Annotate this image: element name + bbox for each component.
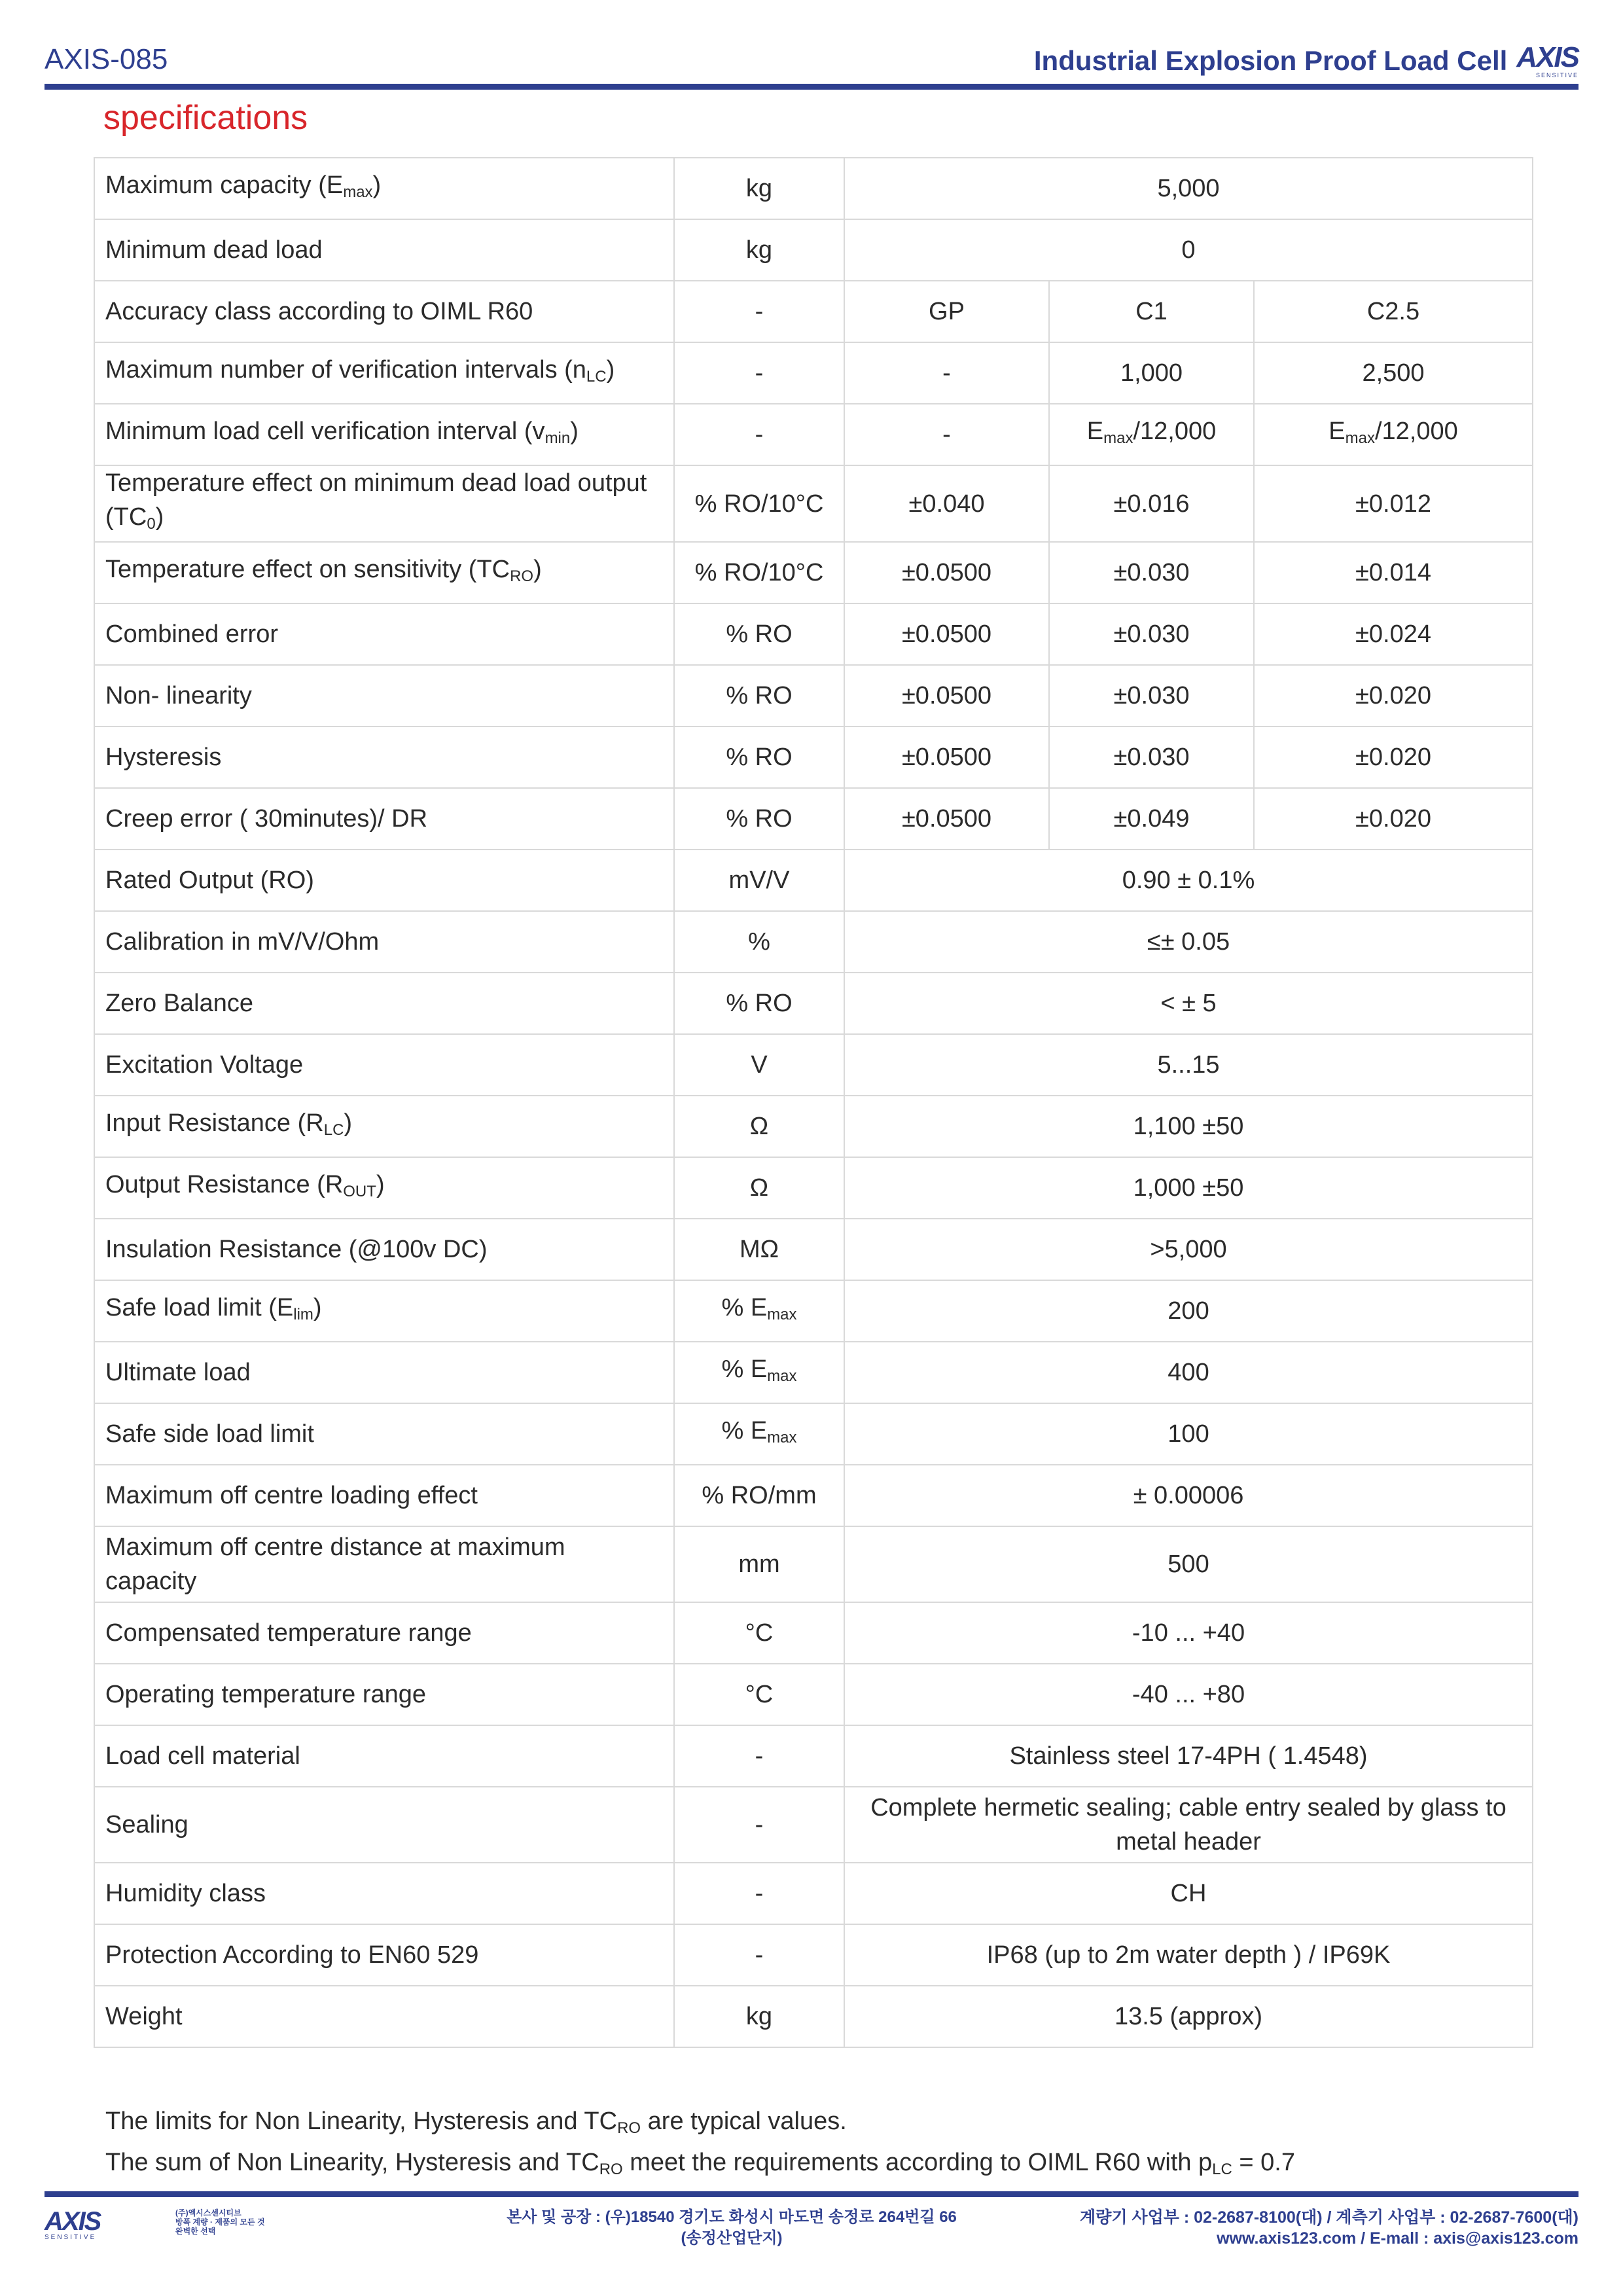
spec-row: [94, 1725, 1533, 1787]
spec-unit: Ω: [674, 1096, 844, 1157]
spec-unit: -: [674, 1924, 844, 1986]
spec-label: Output Resistance $(R_{OUT})$: [94, 1157, 674, 1219]
web-email: www.axis123.com / E-mall : axis@axis123.com: [1217, 2229, 1578, 2248]
spec-unit: -: [674, 281, 844, 342]
spec-row: [94, 1526, 1533, 1602]
spec-label: Protection According to EN60 529: [94, 1924, 674, 1986]
spec-label: Non- linearity: [94, 665, 674, 726]
spec-value: Complete hermetic sealing; cable entry sealed by glass to metal header: [844, 1787, 1533, 1863]
spec-value: -: [844, 342, 1049, 404]
spec-unit: % RO/mm: [674, 1465, 844, 1526]
spec-value: Stainless steel 17-4PH ( 1.4548): [844, 1725, 1533, 1787]
spec-value: 0.90 ± 0.1%: [844, 850, 1533, 911]
spec-row: [94, 1342, 1533, 1403]
header-branding: [1034, 43, 1578, 79]
spec-value: ≤± 0.05: [844, 911, 1533, 973]
spec-unit: -: [674, 1863, 844, 1924]
spec-label: Input Resistance $(R_{LC})$: [94, 1096, 674, 1157]
spec-label: Compensated temperature range: [94, 1602, 674, 1664]
spec-row: [94, 1465, 1533, 1526]
spec-row: [94, 1219, 1533, 1280]
footer-logo-word: AXIS: [45, 2207, 101, 2236]
spec-value: -10 ... +40: [844, 1602, 1533, 1664]
model-number: AXIS-085: [45, 43, 168, 75]
spec-row: [94, 281, 1533, 342]
spec-value: ±0.030: [1049, 603, 1254, 665]
spec-value: -40 ... +80: [844, 1664, 1533, 1725]
spec-label: Calibration in mV/V/Ohm: [94, 911, 674, 973]
spec-value: 5...15: [844, 1034, 1533, 1096]
spec-value: ±0.0500: [844, 726, 1049, 788]
spec-unit: % RO: [674, 788, 844, 850]
spec-label: Hysteresis: [94, 726, 674, 788]
company-info: [175, 2208, 280, 2236]
spec-label: Zero Balance: [94, 973, 674, 1034]
company-name: (주)엑시스센시티브: [175, 2208, 241, 2217]
footer-logo: [45, 2208, 100, 2241]
spec-row: [94, 850, 1533, 911]
spec-row: [94, 726, 1533, 788]
logo-word: AXIS: [1516, 41, 1578, 73]
spec-label: Maximum off centre distance at maximum capacity: [94, 1526, 674, 1602]
spec-value: 400: [844, 1342, 1533, 1403]
spec-row: [94, 342, 1533, 404]
spec-unit: kg: [674, 219, 844, 281]
spec-label: Combined error: [94, 603, 674, 665]
spec-unit: MΩ: [674, 1219, 844, 1280]
spec-value: < ± 5: [844, 973, 1533, 1034]
spec-label: Accuracy class according to OIML R60: [94, 281, 674, 342]
spec-unit: %: [674, 911, 844, 973]
spec-unit: % RO/10°C: [674, 465, 844, 542]
spec-row: [94, 1034, 1533, 1096]
spec-value: ±0.030: [1049, 542, 1254, 603]
spec-value: ±0.0500: [844, 788, 1049, 850]
spec-label: Maximum number of verification intervals $(n_{LC})$: [94, 342, 674, 404]
spec-row: [94, 1602, 1533, 1664]
spec-row: [94, 1403, 1533, 1465]
footer-logo-subtitle: SENSITIVE: [45, 2234, 97, 2241]
spec-value: ±0.0500: [844, 603, 1049, 665]
spec-row: [94, 911, 1533, 973]
axis-logo: [1516, 43, 1578, 79]
spec-unit: -: [674, 1725, 844, 1787]
company-slogan-2: 완벽한 선택: [175, 2227, 216, 2236]
spec-label: Maximum capacity $(E_{max})$: [94, 158, 674, 219]
spec-value: >5,000: [844, 1219, 1533, 1280]
spec-value: 0: [844, 219, 1533, 281]
spec-row: [94, 1157, 1533, 1219]
spec-value: ±0.012: [1254, 465, 1533, 542]
spec-row: [94, 158, 1533, 219]
page-footer: [45, 2204, 1578, 2270]
logo-subtitle: SENSITIVE: [1535, 72, 1578, 79]
spec-row: [94, 404, 1533, 465]
spec-unit: kg: [674, 1986, 844, 2047]
spec-value: 2,500: [1254, 342, 1533, 404]
spec-row: [94, 1924, 1533, 1986]
spec-value: ±0.024: [1254, 603, 1533, 665]
spec-value: ±0.040: [844, 465, 1049, 542]
spec-label: Sealing: [94, 1787, 674, 1863]
spec-value: $E_{max}/12,000$: [1254, 404, 1533, 465]
spec-unit: % $E_{max}$: [674, 1280, 844, 1342]
spec-row: [94, 465, 1533, 542]
spec-unit: Ω: [674, 1157, 844, 1219]
spec-label: Rated Output (RO): [94, 850, 674, 911]
spec-value: ±0.020: [1254, 788, 1533, 850]
spec-unit: % RO: [674, 603, 844, 665]
spec-label: Temperature effect on sensitivity $(TC_{RO})$: [94, 542, 674, 603]
footer-address: 본사 및 공장 : (우)18540 경기도 화성시 마도면 송정로 264번길 66 (송정산업단지): [507, 2208, 957, 2247]
spec-unit: % RO: [674, 665, 844, 726]
spec-value: $E_{max}/12,000$: [1049, 404, 1254, 465]
specifications-body: [94, 158, 1533, 2047]
spec-unit: % RO: [674, 726, 844, 788]
spec-label: Ultimate load: [94, 1342, 674, 1403]
spec-value: ±0.0500: [844, 542, 1049, 603]
spec-label: Safe load limit $(E_{lim})$: [94, 1280, 674, 1342]
spec-unit: % RO: [674, 973, 844, 1034]
spec-value: -: [844, 404, 1049, 465]
spec-unit: mm: [674, 1526, 844, 1602]
spec-row: [94, 788, 1533, 850]
spec-label: Minimum load cell verification interval $(v_{min})$: [94, 404, 674, 465]
spec-value: 1,000: [1049, 342, 1254, 404]
spec-value: ±0.020: [1254, 726, 1533, 788]
spec-value: 100: [844, 1403, 1533, 1465]
spec-label: Maximum off centre loading effect: [94, 1465, 674, 1526]
spec-label: Temperature effect on minimum dead load output $(TC_0)$: [94, 465, 674, 542]
spec-value: 1,000 ±50: [844, 1157, 1533, 1219]
spec-value: 1,100 ±50: [844, 1096, 1533, 1157]
spec-value: 5,000: [844, 158, 1533, 219]
spec-value: ±0.014: [1254, 542, 1533, 603]
spec-unit: % RO/10°C: [674, 542, 844, 603]
section-title: specifications: [103, 99, 308, 137]
spec-unit: °C: [674, 1602, 844, 1664]
spec-unit: -: [674, 342, 844, 404]
spec-unit: mV/V: [674, 850, 844, 911]
footer-rule: [45, 2191, 1578, 2197]
spec-value: CH: [844, 1863, 1533, 1924]
spec-value: ±0.030: [1049, 726, 1254, 788]
spec-row: [94, 1863, 1533, 1924]
spec-value: ±0.030: [1049, 665, 1254, 726]
spec-value: C2.5: [1254, 281, 1533, 342]
spec-value: 13.5 (approx): [844, 1986, 1533, 2047]
note-line-1: The limits for Non Linearity, Hysteresis and $TC_{RO}$ are typical values.: [105, 2108, 847, 2137]
spec-label: Weight: [94, 1986, 674, 2047]
spec-unit: -: [674, 404, 844, 465]
spec-value: ±0.049: [1049, 788, 1254, 850]
footer-contact: [1080, 2207, 1578, 2249]
spec-row: [94, 973, 1533, 1034]
spec-row: [94, 603, 1533, 665]
note-line-2: The sum of Non Linearity, Hysteresis and $TC_{RO}$ meet the requirements according to OIML R60 with $p_{LC} = 0.7$: [105, 2149, 1295, 2178]
spec-row: [94, 665, 1533, 726]
spec-value: 500: [844, 1526, 1533, 1602]
document-title: Industrial Explosion Proof Load Cell: [1033, 45, 1508, 76]
spec-label: Load cell material: [94, 1725, 674, 1787]
spec-unit: V: [674, 1034, 844, 1096]
spec-unit: kg: [674, 158, 844, 219]
spec-value: ± 0.00006: [844, 1465, 1533, 1526]
spec-label: Humidity class: [94, 1863, 674, 1924]
company-slogan-1: 방폭 계량 · 제품의 모든 것: [175, 2217, 265, 2227]
spec-label: Insulation Resistance (@100v DC): [94, 1219, 674, 1280]
spec-label: Operating temperature range: [94, 1664, 674, 1725]
spec-row: [94, 1787, 1533, 1863]
spec-value: ±0.0500: [844, 665, 1049, 726]
spec-unit: % $E_{max}$: [674, 1403, 844, 1465]
spec-value: GP: [844, 281, 1049, 342]
spec-unit: -: [674, 1787, 844, 1863]
spec-label: Excitation Voltage: [94, 1034, 674, 1096]
spec-row: [94, 219, 1533, 281]
header-rule: [45, 84, 1578, 90]
spec-value: ±0.016: [1049, 465, 1254, 542]
spec-value: 200: [844, 1280, 1533, 1342]
page-header: [45, 38, 1578, 90]
spec-label: Safe side load limit: [94, 1403, 674, 1465]
spec-row: [94, 1664, 1533, 1725]
phone-numbers: 계량기 사업부 : 02-2687-8100(대) / 계측기 사업부 : 02-2687-7600(대): [1080, 2208, 1578, 2227]
spec-value: C1: [1049, 281, 1254, 342]
notes: [105, 2104, 1295, 2187]
spec-unit: °C: [674, 1664, 844, 1725]
specifications-table: [94, 157, 1533, 2048]
spec-row: [94, 1280, 1533, 1342]
spec-label: Creep error ( 30minutes)/ DR: [94, 788, 674, 850]
spec-label: Minimum dead load: [94, 219, 674, 281]
spec-row: [94, 1986, 1533, 2047]
spec-unit: % $E_{max}$: [674, 1342, 844, 1403]
spec-row: [94, 1096, 1533, 1157]
spec-value: IP68 (up to 2m water depth ) / IP69K: [844, 1924, 1533, 1986]
spec-value: ±0.020: [1254, 665, 1533, 726]
spec-row: [94, 542, 1533, 603]
